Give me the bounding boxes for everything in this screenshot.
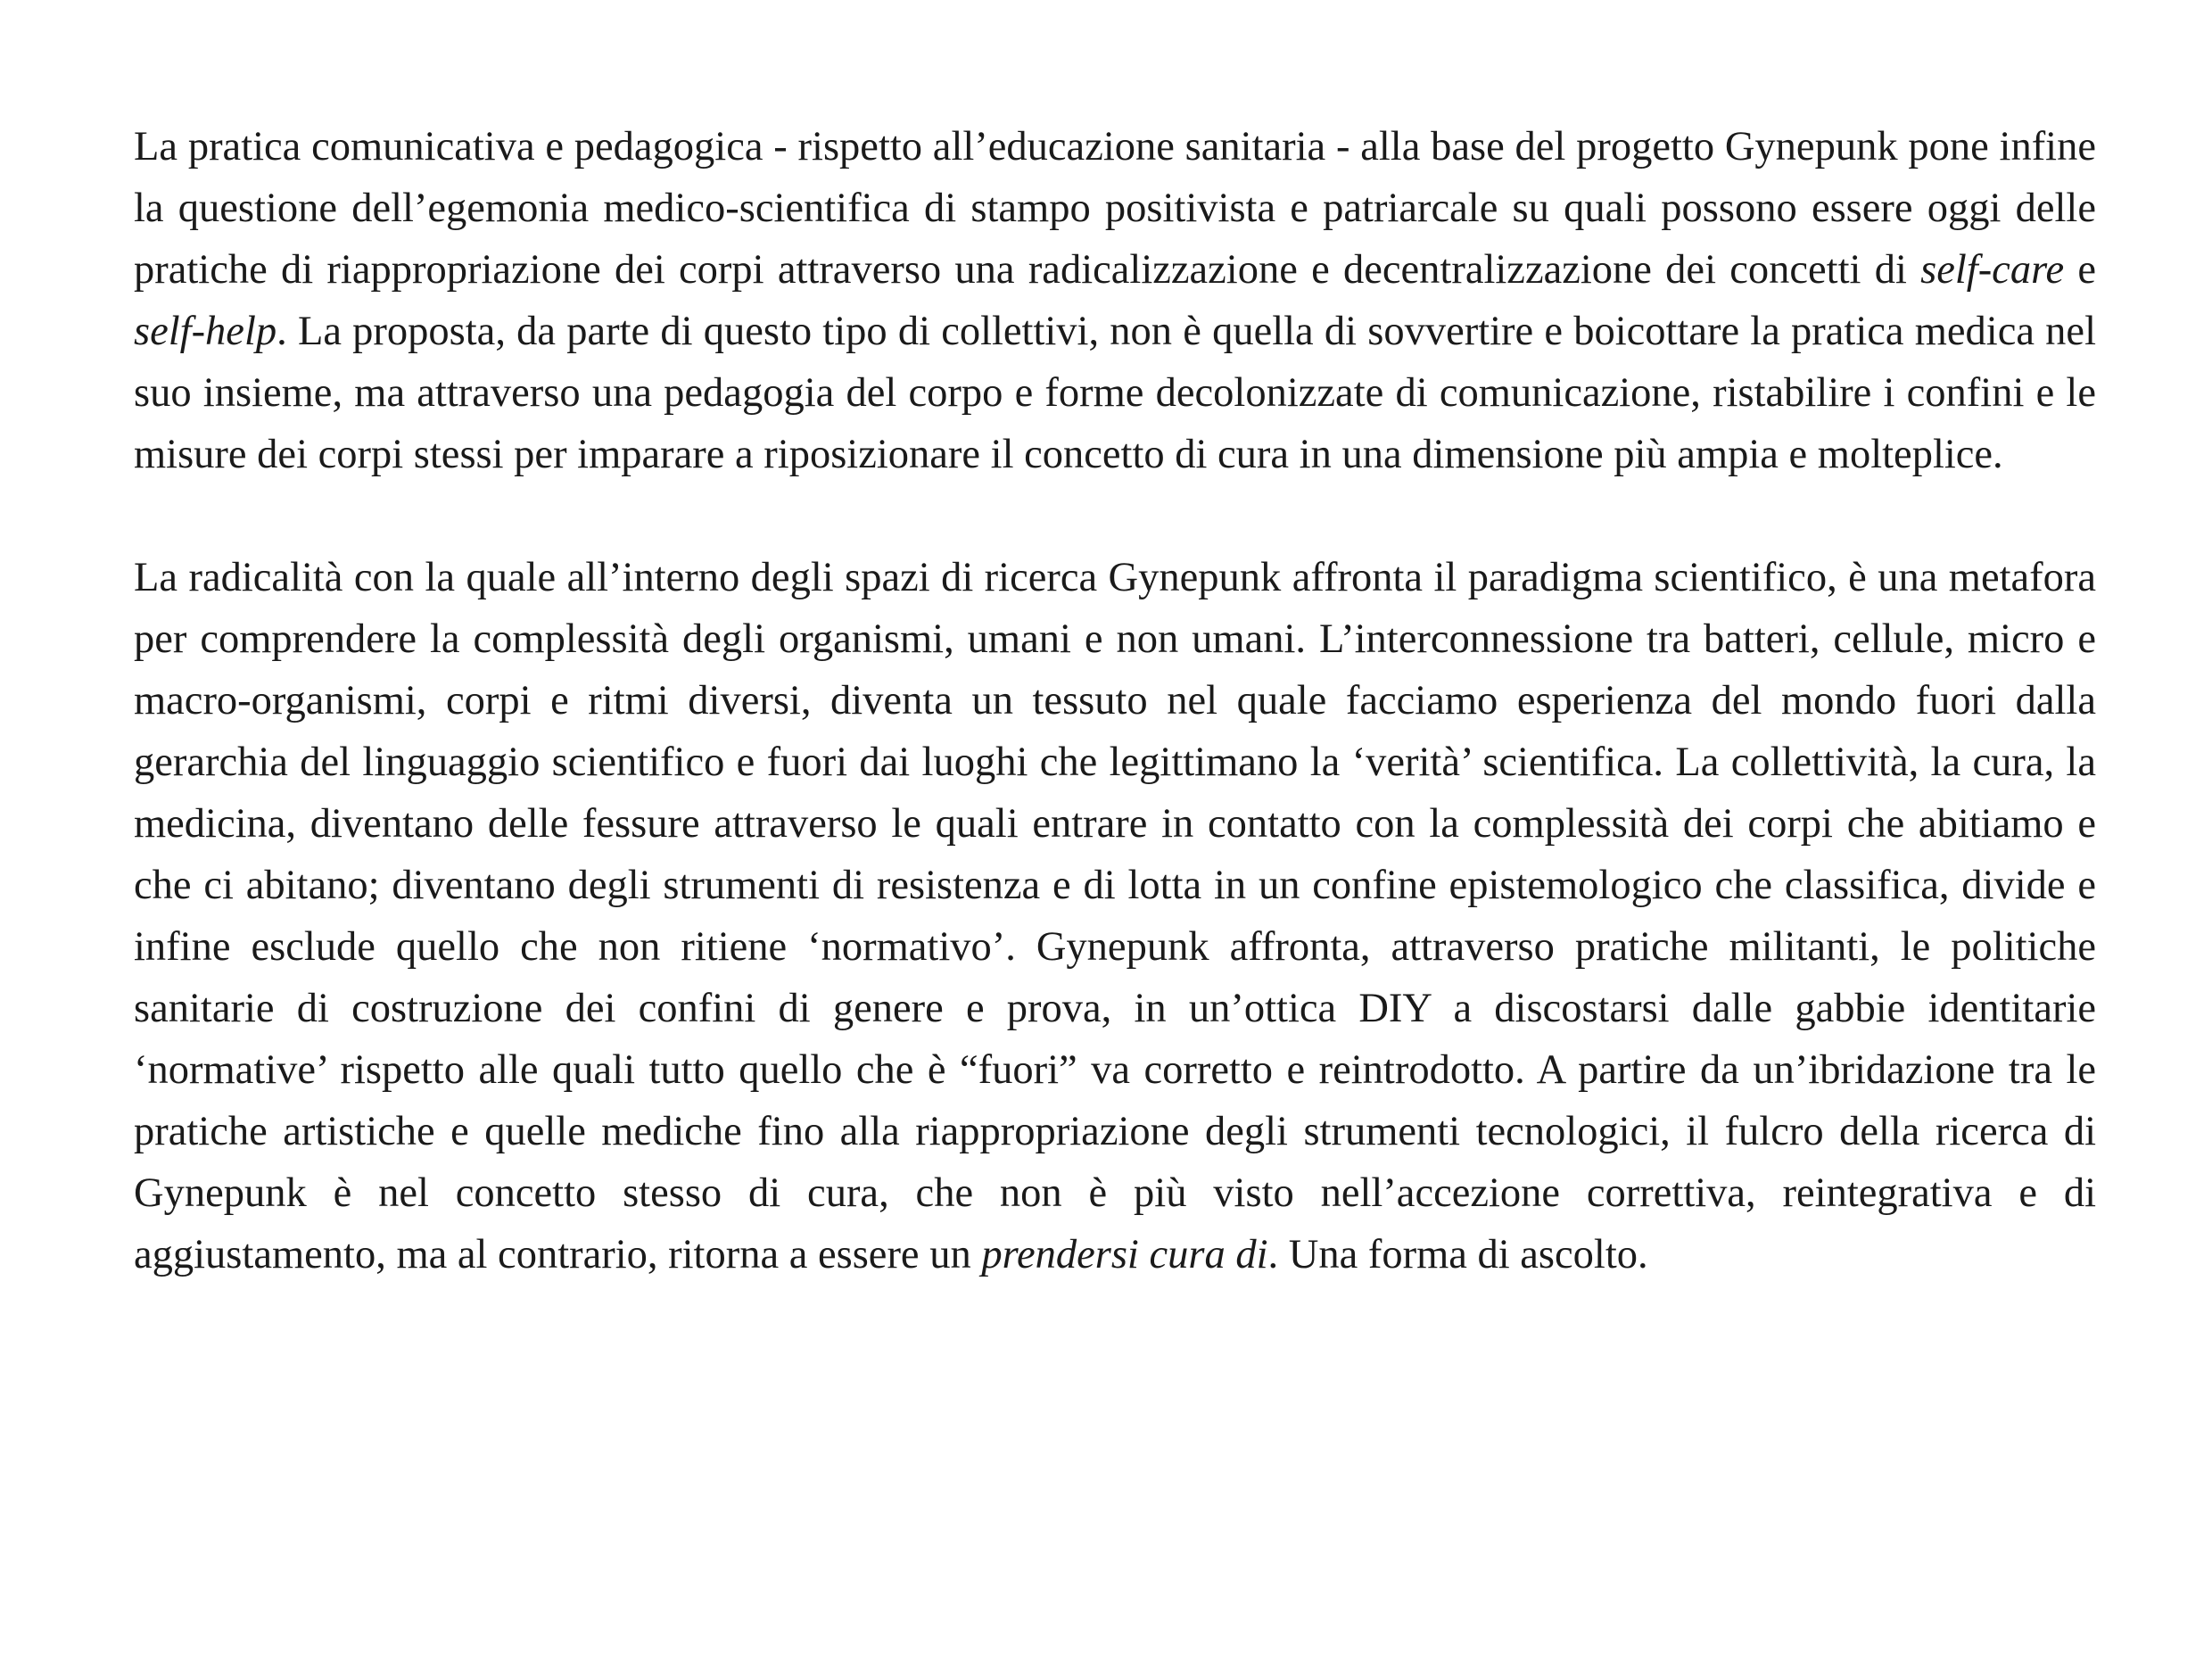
term-self-care: self-care (1920, 247, 2065, 293)
paragraph-1 (134, 116, 2096, 485)
document-page (134, 116, 2096, 1285)
paragraph-1-text: La pratica comunicativa e pedagogica - rispetto all’educazione sanitaria - alla base del progetto Gynepunk pone infine la questione dell’egemonia medico-scientifica di stampo positivista e patriarcale su quali possono essere oggi delle pratiche di riappropriazione dei corpi attraverso una radicalizzazione e decentralizzazione dei concetti di (134, 124, 2096, 293)
paragraph-2-text: La radicalità con la quale all’interno degli spazi di ricerca Gynepunk affronta il paradigma scientifico, è una metafora per comprendere la complessità degli organismi, umani e non umani. L’interconnessione tra batteri, cellule, micro e macro-organismi, corpi e ritmi diversi, diventa un tessuto nel quale facciamo esperienza del mondo fuori dalla gerarchia del linguaggio scientifico e fuori dai luoghi che legittimano la ‘verità’ scientifica. La collettività, la cura, la medicina, diventano delle fessure attraverso le quali entrare in contatto con la complessità dei corpi che abitiamo e che ci abitano; diventano degli strumenti di resistenza e di lotta in un confine epistemologico che classifica, divide e infine esclude quello che non ritiene ‘normativo’. Gynepunk affronta, attraverso pratiche militanti, le politiche sanitarie di costruzione dei confini di genere e prova, in un’ottica DIY a discostarsi dalle gabbie identitarie ‘normative’ rispetto alle quali tutto quello che è “fuori” va corretto e reintrodotto. A partire da un’ibridazione tra le pratiche artistiche e quelle mediche fino alla riappropriazione degli strumenti tecnologici, il fulcro della ricerca di Gynepunk è nel concetto stesso di cura, che non è più visto nell’accezione correttiva, reintegrativa e di aggiustamento, ma al contrario, ritorna a essere un (134, 555, 2096, 1277)
paragraph-1-text: . La proposta, da parte di questo tipo di collettivi, non è quella di sovvertire e boicottare la pratica medica nel suo insieme, ma attraverso una pedagogia del corpo e forme decolonizzate di comunicazione, ristabilire i confini e le misure dei corpi stessi per imparare a riposizionare il concetto di cura in una dimensione più ampia e molteplice. (134, 309, 2096, 477)
paragraph-1-text: e (2064, 247, 2096, 293)
term-self-help: self-help (134, 309, 277, 354)
term-prendersi-cura-di: prendersi cura di (981, 1232, 1268, 1277)
paragraph-2-text: . Una forma di ascolto. (1267, 1232, 1648, 1277)
paragraph-2 (134, 547, 2096, 1285)
